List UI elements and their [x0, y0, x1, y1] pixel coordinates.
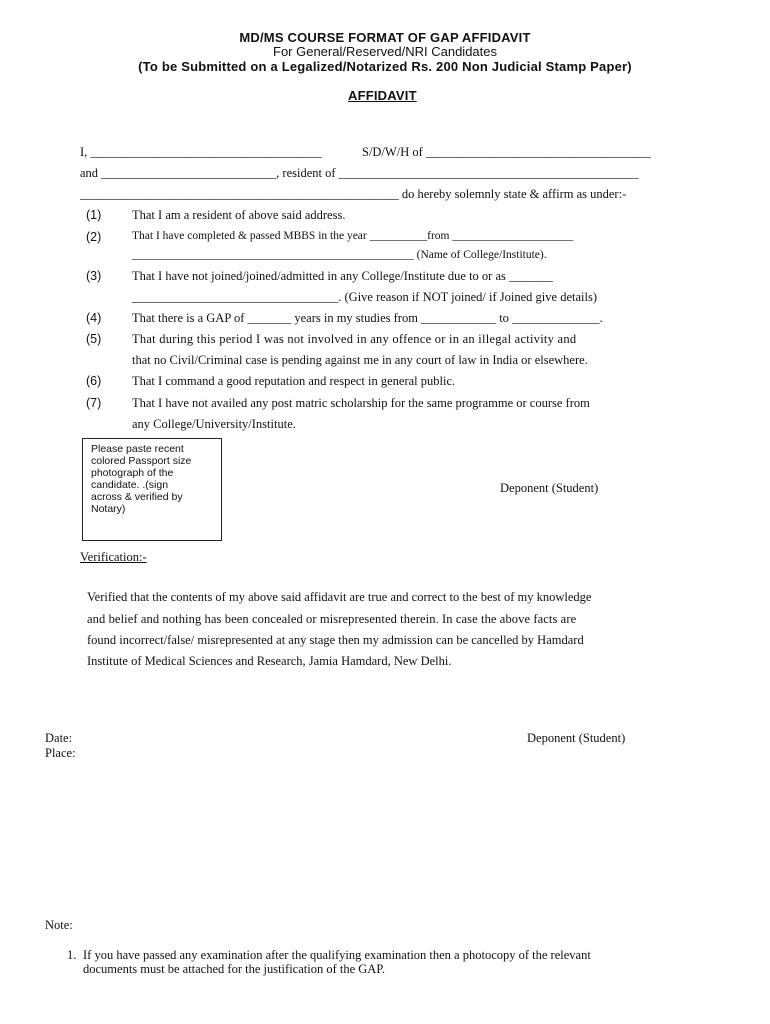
photo-box-text: photograph of the	[91, 467, 174, 479]
item-number: (6)	[86, 374, 102, 388]
intro-name-line: I, _____________________________________	[80, 145, 322, 159]
note-text: documents must be attached for the justification of the GAP.	[83, 962, 386, 976]
photo-box-text: candidate. .(sign	[91, 479, 169, 491]
intro-relation-line: S/D/W/H of ____________________________________	[362, 145, 651, 159]
item-number: (5)	[86, 332, 102, 346]
item-number: (7)	[86, 396, 102, 410]
item-text: That I have completed & passed MBBS in the year __________from _____________________	[132, 230, 574, 242]
verification-heading: Verification:-	[80, 550, 147, 564]
item-text: That I have not joined/joined/admitted in any College/Institute due to or as _______	[132, 269, 553, 283]
item-number: (2)	[86, 230, 102, 244]
intro-affirm-line: ___________________________________________________ do hereby solemnly state & affirm as under:-	[80, 187, 627, 201]
item-number: (3)	[86, 269, 102, 283]
photo-box-text: Please paste recent	[91, 443, 184, 455]
item-number: (1)	[86, 208, 102, 222]
item-text: _________________________________________________ (Name of College/Institute).	[132, 249, 547, 261]
item-text: That I command a good reputation and respect in general public.	[132, 374, 456, 388]
photo-box-text: colored Passport size	[91, 455, 192, 467]
document-title: MD/MS COURSE FORMAT OF GAP AFFIDAVIT	[239, 30, 531, 45]
verification-text: Institute of Medical Sciences and Research, Jamia Hamdard, New Delhi.	[87, 654, 452, 668]
item-number: (4)	[86, 311, 102, 325]
document-instruction: (To be Submitted on a Legalized/Notarized Rs. 200 Non Judicial Stamp Paper)	[138, 59, 632, 74]
verification-text: found incorrect/false/ misrepresented at any stage then my admission can be cancelled by Hamdard	[87, 633, 584, 647]
deponent-label-footer: Deponent (Student)	[527, 731, 626, 745]
item-text: _________________________________. (Give reason if NOT joined/ if Joined give details)	[132, 290, 597, 304]
intro-resident-line: and ____________________________, resident of ________________________________________________	[80, 166, 639, 180]
photo-box-text: across & verified by	[91, 491, 183, 503]
affidavit-heading: AFFIDAVIT	[348, 88, 417, 103]
place-label: Place:	[45, 746, 76, 760]
photo-box-text: Notary)	[91, 503, 126, 515]
date-label: Date:	[45, 731, 73, 745]
deponent-label: Deponent (Student)	[500, 481, 599, 495]
note-text: If you have passed any examination after the qualifying examination then a photocopy of the relevant	[83, 948, 591, 962]
item-text: That during this period I was not involved in any offence or in an illegal activity and	[132, 332, 577, 346]
note-label: Note:	[45, 918, 73, 932]
item-text: That there is a GAP of _______ years in my studies from ____________ to ______________.	[132, 311, 603, 325]
item-text: any College/University/Institute.	[132, 417, 296, 431]
verification-text: Verified that the contents of my above said affidavit are true and correct to the best of my knowledge	[87, 590, 592, 604]
item-text: That I have not availed any post matric scholarship for the same programme or course from	[132, 396, 590, 410]
item-text: That I am a resident of above said address.	[132, 208, 346, 222]
note-number: 1.	[67, 948, 77, 962]
item-text: that no Civil/Criminal case is pending against me in any court of law in India or elsewhere.	[132, 353, 588, 367]
document-subtitle: For General/Reserved/NRI Candidates	[273, 44, 497, 59]
passport-photo-box	[82, 438, 222, 541]
verification-text: and belief and nothing has been concealed or misrepresented therein. In case the above facts are	[87, 612, 577, 626]
